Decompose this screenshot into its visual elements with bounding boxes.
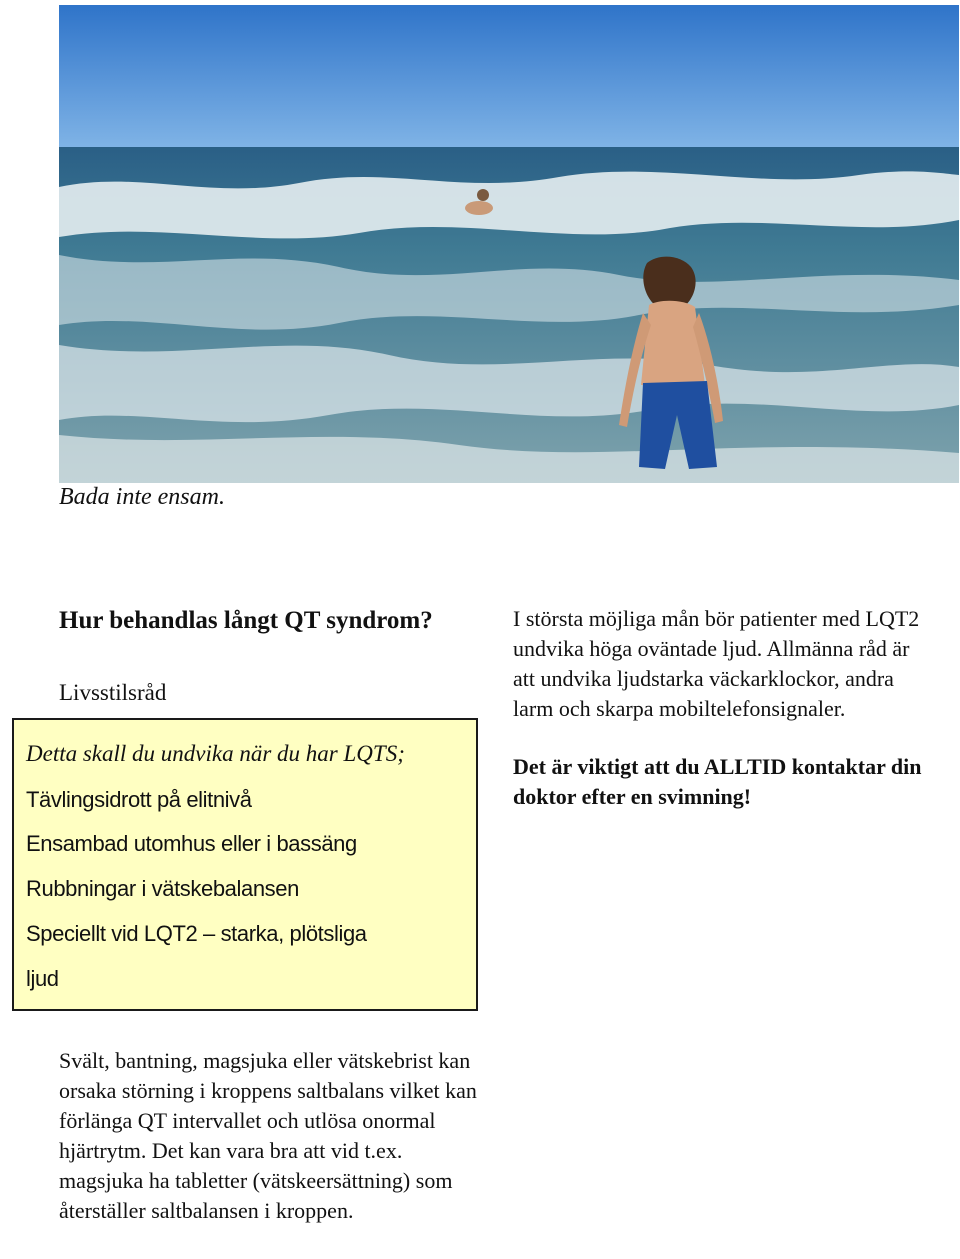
lqt2-advice-column — [513, 604, 933, 812]
avoid-list-item: ljud — [26, 966, 59, 991]
avoid-list-intro: Detta skall du undvika när du har LQTS; — [26, 741, 405, 766]
section-subheading: Livsstilsråd — [59, 680, 167, 705]
beach-photo-illustration — [59, 5, 959, 483]
avoid-list-item: Rubbningar i vätskebalansen — [26, 876, 299, 901]
avoid-list-item: Ensambad utomhus eller i bassäng — [26, 831, 357, 856]
noise-advice-paragraph: I största möjliga mån bör patienter med LQT2 undvika höga oväntade ljud. Allmänna råd är att undvika ljudstarka väckarklockor, andra larm och skarpa mobiltelefonsignaler. — [513, 606, 920, 721]
section-heading: Hur behandlas långt QT syndrom? — [59, 607, 433, 634]
avoid-list-box — [12, 718, 478, 1011]
avoid-list-item: Tävlingsidrott på elitnivå — [26, 787, 252, 812]
salt-balance-paragraph: Svält, bantning, magsjuka eller vätskebrist kan orsaka störning i kroppens saltbalans vilket kan förlänga QT intervallet och utlösa onormal hjärtrytm. Det kan vara bra att vid t.ex. magsjuka ha tabletter (vätskeersättning) som återställer saltbalansen i kroppen. — [59, 1048, 477, 1223]
beach-photo — [59, 5, 959, 483]
avoid-list-item: Speciellt vid LQT2 – starka, plötsliga — [26, 921, 367, 946]
photo-caption: Bada inte ensam. — [59, 484, 225, 510]
doctor-contact-notice: Det är viktigt att du ALLTID kontaktar din doktor efter en svimning! — [513, 754, 922, 809]
